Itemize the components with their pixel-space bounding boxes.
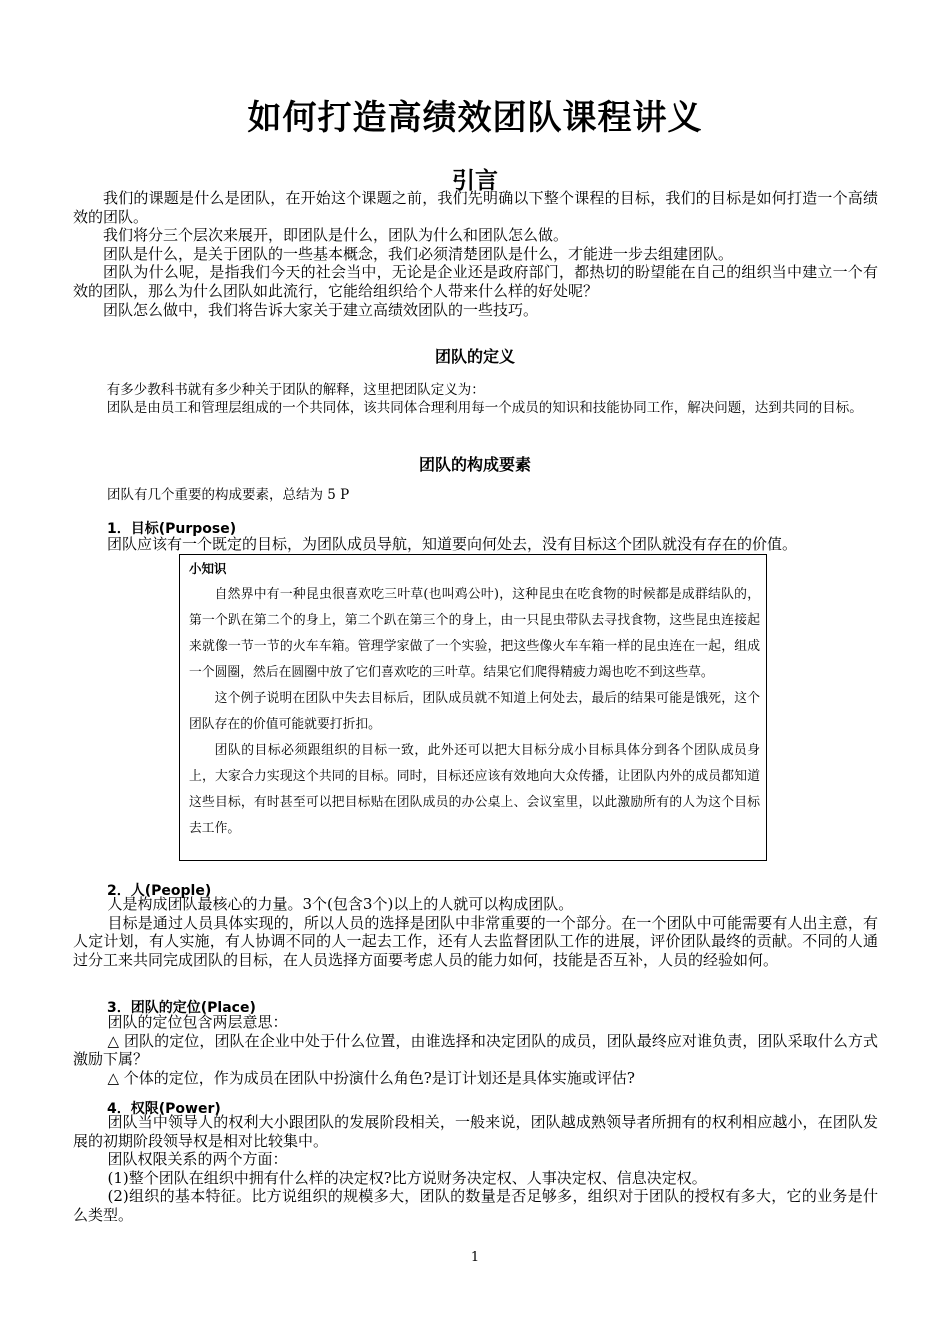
document-title: 如何打造高绩效团队课程讲义 [247,98,703,138]
definition-paragraph: 团队是由员工和管理层组成的一个共同体，该共同体合理利用每一个成员的知识和技能协同工作，解决问题，达到共同的目标。 [106,400,863,416]
intro-section [73,189,878,319]
people-paragraph: 人是构成团队最核心的力量。3个(包含3个)以上的人就可以构成团队。 [107,895,574,913]
place-paragraph: △ 个体的定位，作为成员在团队中扮演什么角色?是订计划还是具体实施或评估? [107,1068,635,1087]
power-paragraph: (2)组织的基本特征。比方说组织的规模多大，团队的数量是否足够多，组织对于团队的授权有多大，它的业务是什么类型。 [73,1187,878,1224]
intro-paragraph: 团队是什么，是关于团队的一些基本概念，我们必须清楚团队是什么，才能进一步去组建团队。 [103,244,734,263]
purpose-heading: 1．目标(Purpose) [107,521,237,537]
place-heading: 3．团队的定位(Place) [107,1000,256,1016]
place-paragraph: 团队的定位包含两层意思： [107,1013,288,1031]
people-section [73,895,878,969]
sidebox-paragraph: 这个例子说明在团队中失去目标后，团队成员就不知道上何处去，最后的结果可能是饿死，这个团队存在的价值可能就要打折扣。 [189,691,760,732]
sidebox-paragraph: 团队的目标必须跟组织的目标一致，此外还可以把大目标分成小目标具体分到各个团队成员身上，大家合力实现这个共同的目标。同时，目标还应该有效地向大众传播，让团队内外的成员都知道这些目标，有时甚至可以把目标贴在团队成员的办公桌上、会议室里，以此激励所有的人为这个目标去工作。 [189,743,760,836]
intro-paragraph: 团队为什么呢，是指我们今天的社会当中，无论是企业还是政府部门，都热切的盼望能在自己的组织当中建立一个有效的团队，那么为什么团队如此流行，它能给组织给个人带来什么样的好处呢？ [73,263,878,300]
people-paragraph: 目标是通过人员具体实现的，所以人员的选择是团队中非常重要的一个部分。在一个团队中可能需要有人出主意，有人定计划，有人实施，有人协调不同的人一起去工作，还有人去监督团队工作的进展，评价团队最终的贡献。不同的人通过分工来共同完成团队的目标，在人员选择方面要考虑人员的能力如何，技能是否互补，人员的经验如何。 [73,913,878,969]
purpose-paragraph: 团队应该有一个既定的目标，为团队成员导航，知道要向何处去，没有目标这个团队就没有存在的价值。 [107,535,798,553]
power-section [73,1113,878,1225]
place-paragraph: △ 团队的定位，团队在企业中处于什么位置，由谁选择和决定团队的成员，团队最终应对谁负责，团队采取什么方式激励下属？ [73,1031,878,1069]
elements-summary: 团队有几个重要的构成要素，总结为 5 P [107,487,350,503]
power-paragraph: 团队当中领导人的权利大小跟团队的发展阶段相关，一般来说，团队越成熟领导者所拥有的权利相应越小，在团队发展的初期阶段领导权是相对比较集中。 [73,1113,878,1150]
page-number: 1 [470,1250,480,1265]
power-paragraph: 团队权限关系的两个方面： [107,1150,288,1169]
purpose-text [107,535,882,554]
people-heading: 2．人(People) [107,883,212,899]
elements-heading: 团队的构成要素 [418,455,531,474]
sidebox [179,554,767,861]
sidebox-paragraph: 自然界中有一种昆虫很喜欢吃三叶草(也叫鸡公叶)，这种昆虫在吃食物的时候都是成群结队的，第一个趴在第二个的身上，第二个趴在第三个的身上，由一只昆虫带队去寻找食物，这些昆虫连接起来就像一节一节的火车车箱。管理学家做了一个实验，把这些像火车车箱一样的昆虫连在一起，组成一个圆圈，然后在圆圈中放了它们喜欢吃的三叶草。结果它们爬得精疲力竭也吃不到这些草。 [189,587,760,680]
definition-heading: 团队的定义 [434,347,515,366]
intro-paragraph: 我们将分三个层次来展开，即团队是什么，团队为什么和团队怎么做。 [103,226,569,245]
definition-paragraph: 有多少教科书就有多少种关于团队的解释，这里把团队定义为： [106,382,485,398]
power-heading: 4．权限(Power) [107,1101,221,1117]
definition-section [73,381,883,417]
place-section [73,1013,878,1087]
sidebox-title: 小知识 [189,561,227,576]
intro-heading: 引言 [452,167,498,194]
intro-paragraph: 我们的课题是什么是团队，在开始这个课题之前，我们先明确以下整个课程的目标，我们的目标是如何打造一个高绩效的团队。 [73,189,878,226]
power-paragraph: (1)整个团队在组织中拥有什么样的决定权?比方说财务决定权、人事决定权、信息决定权。 [107,1168,707,1187]
intro-paragraph: 团队怎么做中，我们将告诉大家关于建立高绩效团队的一些技巧。 [103,300,539,319]
